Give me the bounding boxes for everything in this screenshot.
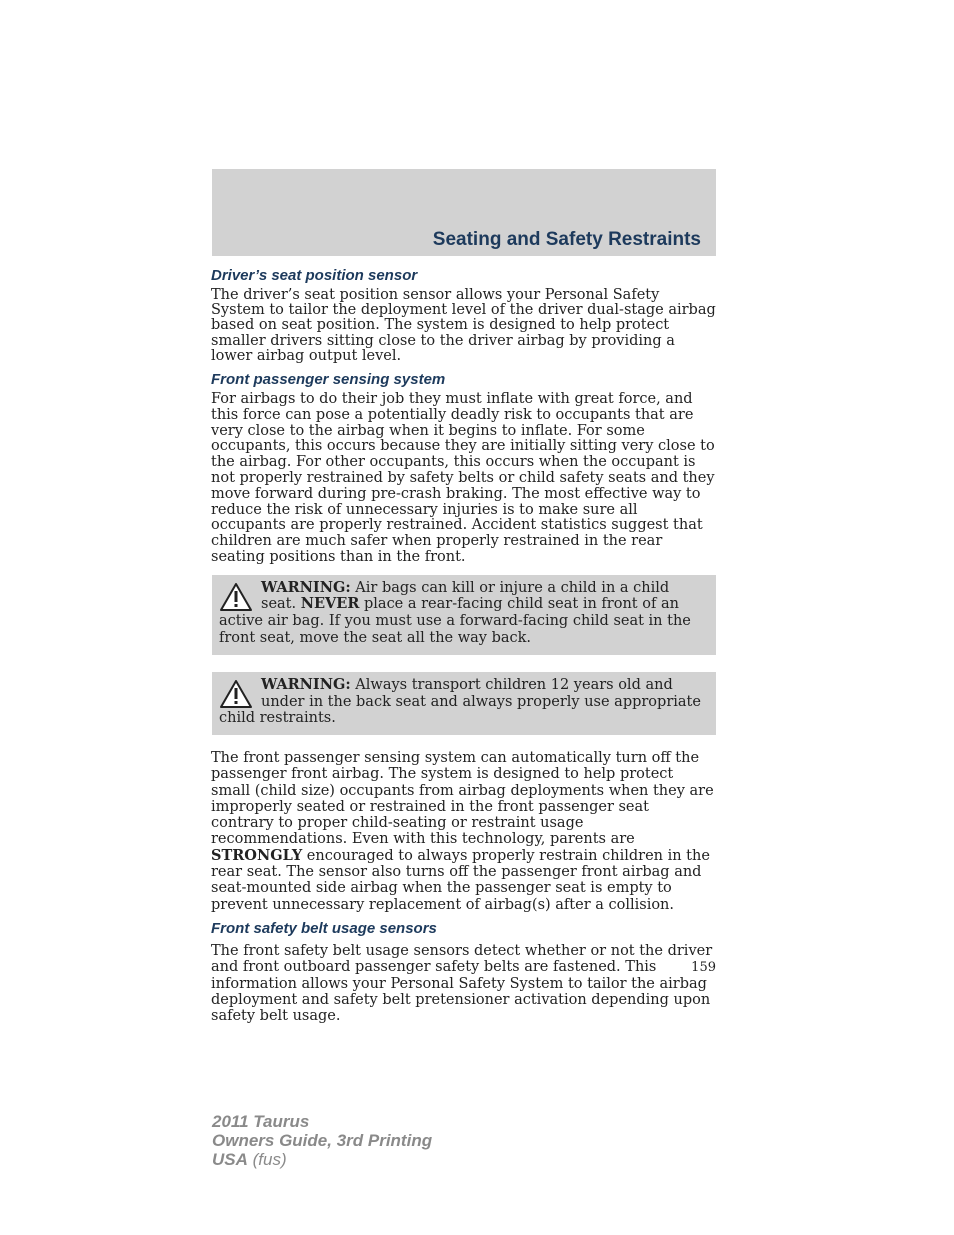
emphasis-strongly: STRONGLY — [211, 846, 303, 864]
paragraph-driver-seat-sensor: The driver’s seat position sensor allows your Personal Safety System to tailor the deployment level of the driver dual-stage airbag based on seat position. The system is designed to help protect smaller drivers sitting close to the driver airbag by providing a lower airbag output level. — [211, 287, 716, 364]
footer-model: 2011 Taurus — [212, 1112, 310, 1131]
page-number: 159 — [691, 960, 716, 975]
warning-text-a: Air bags can kill or injure a child in a child seat. — [261, 579, 670, 613]
paragraph-front-passenger-sensing: For airbags to do their job they must inflate with great force, and this force can pose a potentially deadly risk to occupants that are very close to the airbag when it begins to inflate. For some occupants, this occurs because they are initially sitting very close to the airbag. For other occupants, this occurs when the occupant is not properly restrained by safety belts or child safety seats and they move forward during pre-crash braking. The most effective way to reduce the risk of unnecessary injuries is to make sure all occupants are properly restrained. Accident statistics suggest that children are much safer when properly restrained in the rear seating positions than in the front. — [211, 391, 715, 565]
warning-triangle-icon — [219, 679, 253, 709]
footer-region-code: (fus) — [247, 1150, 287, 1169]
page-content — [211, 266, 716, 1024]
warning-label: WARNING: — [261, 676, 351, 694]
warning-box-child-seat — [212, 575, 716, 655]
warning-text-b: place a rear-facing child seat in front of an active air bag. If you must use a forward-facing child seat in the front seat, move the seat all the way back. — [219, 596, 691, 646]
footer-region-country: USA — [212, 1150, 248, 1169]
paragraph-passenger-sensing-details — [211, 750, 716, 913]
footer-document-info — [212, 1112, 432, 1169]
warning-triangle-icon — [219, 582, 253, 612]
warning-label: WARNING: — [261, 578, 351, 596]
paragraph-front-safety-belt-sensors: The front safety belt usage sensors detect whether or not the driver and front outboard passenger safety belts are fastened. This information allows your Personal Safety System to tailor the airbag deployment and safety belt pretensioner activation depending upon safety belt usage. — [211, 942, 713, 1025]
warning-text: Always transport children 12 years old and under in the back seat and always properly use appropriate child restraints. — [219, 677, 701, 727]
section-header-band — [212, 169, 716, 256]
section-title: Seating and Safety Restraints — [432, 229, 701, 250]
footer-region — [212, 1150, 432, 1169]
warning-never: NEVER — [300, 595, 360, 613]
heading-front-passenger-sensing: Front passenger sensing system — [211, 371, 446, 389]
paragraph-text-a: The front passenger sensing system can automatically turn off the passenger front airbag. The system is designed to help protect small (child size) occupants from airbag deployments when they are improperly seated or restrained in the front passenger seat contrary to proper child-seating or restraint usage recommendations. Even with this technology, parents are — [211, 749, 714, 848]
paragraph-text-b: encouraged to always properly restrain children in the rear seat. The sensor also turns off the passenger front airbag and seat-mounted side airbag when the passenger seat is empty to prevent unnecessary replacement of airbag(s) after a collision. — [211, 847, 710, 913]
heading-front-safety-belt-sensors: Front safety belt usage sensors — [211, 919, 437, 937]
heading-driver-seat-sensor: Driver’s seat position sensor — [211, 267, 418, 284]
warning-box-children-back-seat — [212, 672, 716, 735]
footer-guide-edition: Owners Guide, 3rd Printing — [212, 1131, 433, 1150]
